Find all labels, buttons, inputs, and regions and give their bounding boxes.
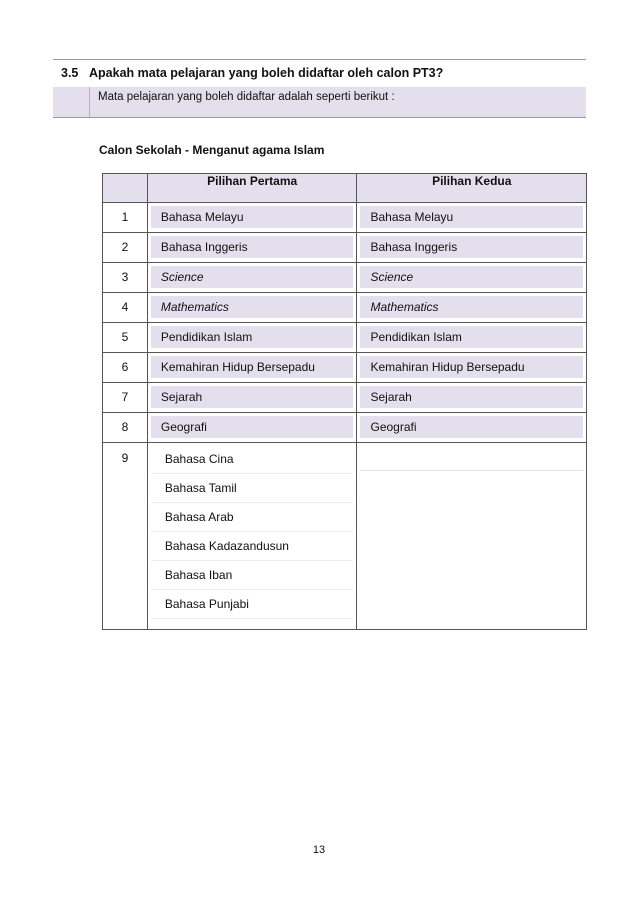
first-choice-subject: Mathematics	[151, 296, 354, 318]
question-number: 3.5	[61, 66, 79, 80]
language-option: Bahasa Arab	[151, 503, 354, 532]
question-row	[53, 59, 586, 88]
second-choice-subject: Mathematics	[360, 296, 583, 318]
second-choice-subject: Geografi	[360, 416, 583, 438]
table-row-language-options	[103, 443, 587, 630]
answer-text: Mata pelajaran yang boleh didaftar adalah seperti berikut :	[98, 91, 395, 103]
row-number: 5	[121, 330, 129, 344]
first-choice-subject: Bahasa Melayu	[151, 206, 354, 228]
language-option: Bahasa Punjabi	[151, 590, 354, 619]
header-second-choice: Pilihan Kedua	[357, 174, 587, 203]
row-number: 1	[121, 210, 129, 224]
row-number: 3	[121, 270, 129, 284]
first-choice-subject: Sejarah	[151, 386, 354, 408]
second-choice-subject: Science	[360, 266, 583, 288]
section-subtitle: Calon Sekolah - Menganut agama Islam	[99, 143, 325, 157]
row-number: 2	[121, 240, 129, 254]
table-row	[103, 323, 587, 353]
table-header-row	[103, 174, 587, 203]
language-option: Bahasa Kadazandusun	[151, 532, 354, 561]
row-number: 8	[121, 420, 129, 434]
table-row	[103, 203, 587, 233]
language-option-list	[148, 443, 357, 629]
first-choice-subject: Kemahiran Hidup Bersepadu	[151, 356, 354, 378]
table-row	[103, 263, 587, 293]
table-row	[103, 353, 587, 383]
row-number: 9	[121, 451, 129, 465]
question-text: Apakah mata pelajaran yang boleh didaftar oleh calon PT3?	[89, 66, 444, 80]
table-row	[103, 383, 587, 413]
table-row	[103, 233, 587, 263]
row-number: 7	[121, 390, 129, 404]
second-choice-subject: Bahasa Inggeris	[360, 236, 583, 258]
subjects-table	[102, 173, 587, 630]
page-number: 13	[312, 844, 326, 856]
second-choice-subject: Kemahiran Hidup Bersepadu	[360, 356, 583, 378]
second-choice-subject: Bahasa Melayu	[360, 206, 583, 228]
table-row	[103, 293, 587, 323]
second-choice-empty-cell	[357, 443, 586, 474]
language-option: Bahasa Tamil	[151, 474, 354, 503]
table-row	[103, 413, 587, 443]
header-first-choice: Pilihan Pertama	[147, 174, 357, 203]
first-choice-subject: Science	[151, 266, 354, 288]
empty-shaded-block	[360, 446, 583, 471]
answer-row	[53, 87, 586, 118]
second-choice-subject: Pendidikan Islam	[360, 326, 583, 348]
row-number: 4	[121, 300, 129, 314]
first-choice-subject: Bahasa Inggeris	[151, 236, 354, 258]
language-option: Bahasa Iban	[151, 561, 354, 590]
row-number: 6	[121, 360, 129, 374]
second-choice-subject: Sejarah	[360, 386, 583, 408]
language-option: Bahasa Cina	[151, 445, 354, 474]
first-choice-subject: Pendidikan Islam	[151, 326, 354, 348]
first-choice-subject: Geografi	[151, 416, 354, 438]
header-number	[103, 174, 148, 203]
